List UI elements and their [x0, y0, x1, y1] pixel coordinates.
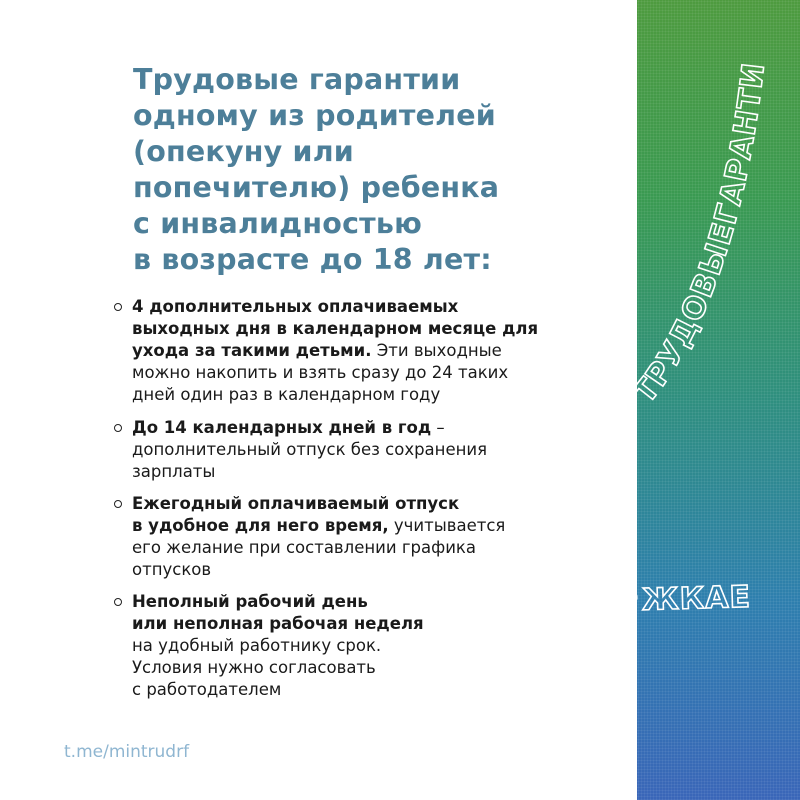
title-line: попечителю) ребенка: [133, 171, 500, 204]
item-text-line: зарплаты: [132, 462, 216, 481]
item-rest-text: учитывается: [388, 516, 506, 535]
item-rest-text: Эти выходные: [371, 341, 502, 360]
item-text-line: на удобный работнику срок.: [132, 636, 382, 655]
item-mixed-line: [132, 340, 612, 362]
list-item: [112, 296, 612, 406]
title-line: Трудовые гарантии: [133, 63, 461, 96]
circle-bullet-icon: [114, 598, 122, 606]
circle-bullet-icon: [114, 500, 122, 508]
item-text-line: Условия нужно согласовать: [132, 658, 376, 677]
telegram-channel-link[interactable]: t.me/mintrudrf: [64, 742, 190, 762]
item-text-line: его желание при составлении графика: [132, 538, 476, 557]
decor-text-upper-path: ТРУДОВЫЕГАРАНТИ: [626, 60, 773, 411]
item-bold-text: в удобное для него время,: [132, 516, 389, 535]
item-bold-line: или неполная рабочая неделя: [132, 614, 424, 633]
circle-bullet-icon: [114, 303, 122, 311]
title-line: одному из родителей: [133, 99, 496, 132]
item-bold-text: ухода за такими детьми.: [132, 341, 372, 360]
item-bold-line: Неполный рабочий день: [132, 592, 368, 611]
decor-text-lower-path: ПОМОЩЬПОДДЕРЖКАЕ: [371, 579, 752, 800]
gradient-side-panel: [637, 0, 800, 800]
list-item: [112, 417, 612, 483]
list-item: [112, 493, 612, 581]
item-mixed-line: [132, 417, 612, 439]
item-rest-text: –: [431, 418, 445, 437]
circle-bullet-icon: [114, 424, 122, 432]
title-line: с инвалидностью: [133, 207, 423, 240]
item-bold-line: выходных дня в календарном месяце для: [132, 319, 539, 338]
item-mixed-line: [132, 515, 612, 537]
item-text-line: дней один раз в календарном году: [132, 385, 441, 404]
title-line: в возрасте до 18 лет:: [133, 243, 492, 276]
guarantees-list: [112, 296, 612, 701]
grain-texture: [637, 0, 800, 800]
item-text-line: с работодателем: [132, 680, 282, 699]
item-bold-line: 4 дополнительных оплачиваемых: [132, 297, 459, 316]
item-text-line: отпусков: [132, 560, 212, 579]
item-text-line: дополнительный отпуск без сохранения: [132, 440, 488, 459]
page-title: [133, 62, 553, 278]
item-text-line: можно накопить и взять сразу до 24 таких: [132, 363, 509, 382]
title-line: (опекуну или: [133, 135, 354, 168]
item-bold-text: До 14 календарных дней в год: [132, 418, 432, 437]
list-item: [112, 591, 612, 701]
item-bold-line: Ежегодный оплачиваемый отпуск: [132, 494, 460, 513]
